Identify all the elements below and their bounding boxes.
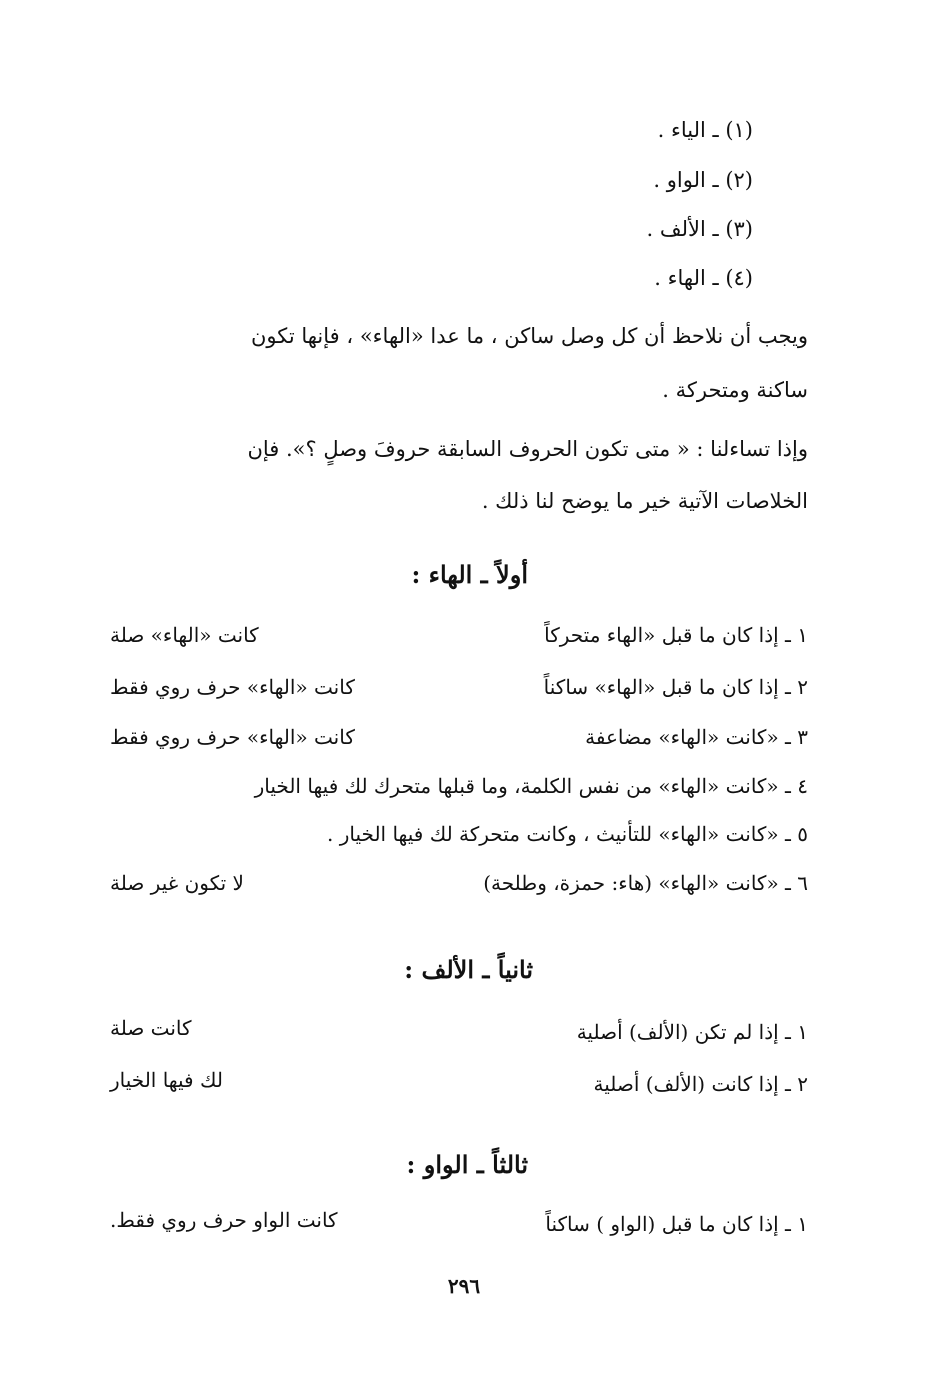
- alif-row-2-condition: ٢ ـ إذا كانت (الألف) أصلية: [593, 1072, 808, 1096]
- ha-row-5-condition: ٥ ـ «كانت «الهاء» للتأنيث ، وكانت متحركة لك فيها الخيار .: [327, 822, 808, 846]
- list-item-ha: (٤) ـ الهاء .: [654, 266, 753, 290]
- paragraph-2-line-2: الخلاصات الآتية خير ما يوضح لنا ذلك .: [481, 489, 808, 513]
- ha-row-1-condition: ١ ـ إذا كان ما قبل «الهاء متحركاً: [544, 623, 808, 647]
- alif-row-1-condition: ١ ـ إذا لم تكن (الألف) أصلية: [576, 1020, 808, 1044]
- paragraph-1-line-2: ساكنة ومتحركة .: [662, 378, 808, 402]
- waw-row-1-condition: ١ ـ إذا كان ما قبل (الواو ) ساكناً: [545, 1212, 808, 1236]
- waw-row-1-result: كانت الواو حرف روي فقط.: [110, 1208, 338, 1232]
- paragraph-1-line-1: ويجب أن نلاحظ أن كل وصل ساكن ، ما عدا «الهاء» ، فإنها تكون: [250, 324, 808, 348]
- ha-row-2-result: كانت «الهاء» حرف روي فقط: [110, 675, 355, 699]
- ha-row-3-result: كانت «الهاء» حرف روي فقط: [110, 725, 355, 749]
- paragraph-2-line-1: وإذا تساءلنا : « متى تكون الحروف السابقة حروفَ وصلٍ ؟». فإن: [247, 437, 808, 461]
- list-item-waw: (٢) ـ الواو .: [653, 168, 753, 192]
- ha-row-3-condition: ٣ ـ «كانت «الهاء» مضاعفة: [585, 725, 808, 749]
- section-heading-ha: أولاً ـ الهاء :: [411, 560, 528, 589]
- alif-row-2-result: لك فيها الخيار: [110, 1068, 223, 1092]
- list-item-alif: (٣) ـ الألف .: [646, 217, 753, 241]
- ha-row-6-condition: ٦ ـ «كانت «الهاء» (هاء: حمزة، وطلحة): [483, 871, 808, 895]
- section-heading-waw: ثالثاً ـ الواو :: [406, 1150, 528, 1179]
- ha-row-2-condition: ٢ ـ إذا كان ما قبل «الهاء» ساكناً: [543, 675, 808, 699]
- section-heading-alif: ثانياً ـ الألف :: [404, 955, 533, 984]
- ha-row-1-result: كانت «الهاء» صلة: [110, 623, 259, 647]
- list-item-ya: (١) ـ الياء .: [657, 118, 753, 142]
- alif-row-1-result: كانت صلة: [110, 1016, 192, 1040]
- ha-row-4-condition: ٤ ـ «كانت «الهاء» من نفس الكلمة، وما قبلها متحرك لك فيها الخيار: [254, 774, 808, 798]
- page-number: ٢٩٦: [447, 1274, 481, 1298]
- ha-row-6-result: لا تكون غير صلة: [110, 871, 244, 895]
